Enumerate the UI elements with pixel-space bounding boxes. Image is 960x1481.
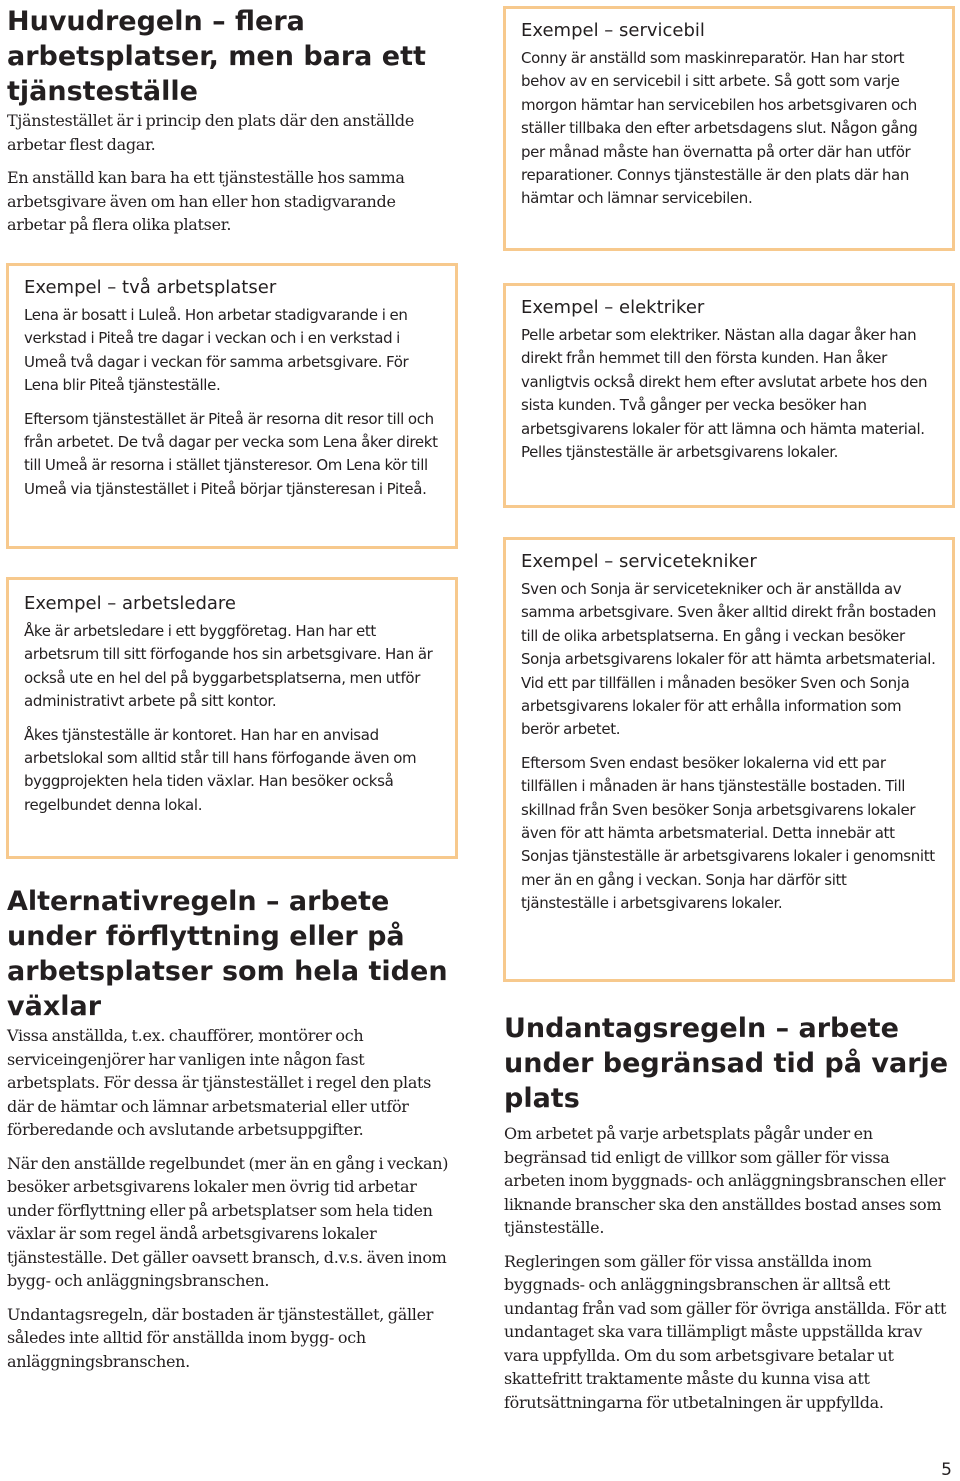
example-text: Eftersom tjänstestället är Piteå är resorna dit resor till och från arbetet. De två dagar per vecka som Lena åker direkt till Umeå är resorna i stället tjänsteresor. Om Lena kör till Umeå via tjänstestället i Piteå börjar tjänsteresan i Piteå.: [24, 409, 438, 498]
paragraph: Undantagsregeln, där bostaden är tjänstestället, gäller således inte alltid för anställda inom bygg- och anläggningsbranschen.: [7, 1304, 434, 1371]
page-number: 5: [941, 1460, 952, 1480]
heading-undantagsregeln: Undantagsregeln – arbete under begränsad tid på varje plats: [504, 1013, 949, 1114]
example-text: Eftersom Sven endast besöker lokalerna vid ett par tillfällen i månaden är hans tjänsteställe bostaden. Till skillnad från Sven besöker Sonja arbetsgivarens lokaler även för att hämta arbetsmaterial. Detta innebär att Sonjas tjänsteställe är arbetsgivarens lokaler i genomsnitt mer än en gång i veckan. Sonja har därför sitt tjänsteställe i arbetsgivarens lokaler.: [521, 753, 935, 913]
example-box-tva-arbetsplatser: [6, 263, 458, 549]
example-text: Sven och Sonja är servicetekniker och är anställda av samma arbetsgivare. Sven åker alltid direkt från bostaden till de olika arbetsplatserna. En gång i veckan besöker Sonja arbetsgivarens lokaler för att hämta arbetsmaterial. Vid ett par tillfällen i månaden besöker Sven och Sonja arbetsgivarens lokaler för att erhålla information som berör arbetet.: [521, 580, 937, 739]
example-title: Exempel – servicebil: [521, 20, 705, 41]
heading-huvudregeln: Huvudregeln – flera arbetsplatser, men bara ett tjänsteställe: [7, 6, 426, 107]
paragraph: Om arbetet på varje arbetsplats pågår under en begränsad tid enligt de villkor som gäller för vissa arbeten inom byggnads- och anläggningsbranschen eller liknande branscher ska den anställdes bostad anses som tjänsteställe.: [504, 1124, 946, 1237]
section-huvudregeln: [7, 4, 457, 247]
example-title: Exempel – elektriker: [521, 297, 705, 318]
example-box-elektriker: [503, 283, 955, 508]
example-text: Åkes tjänsteställe är kontoret. Han har en anvisad arbetslokal som alltid står till hans förfogande även om byggprojekten hela tiden växlar. Han besöker också regelbundet denna lokal.: [24, 725, 417, 814]
example-text: Pelle arbetar som elektriker. Nästan alla dagar åker han direkt från hemmet till den första kunden. Han åker vanligtvis också direkt hem efter avslutat arbete hos den sista kunden. Två gånger per vecka besöker han arbetsgivarens lokaler för att lämna och hämta material. Pelles tjänsteställe är arbetsgivarens lokaler.: [521, 326, 928, 462]
example-title: Exempel – servicetekniker: [521, 551, 757, 572]
example-box-servicebil: [503, 6, 955, 251]
heading-alternativregeln: Alternativregeln – arbete under förflyttning eller på arbetsplatser som hela tiden växlar: [7, 886, 448, 1022]
example-text: Lena är bosatt i Luleå. Hon arbetar stadigvarande i en verkstad i Piteå tre dagar i veckan och i en verkstad i Umeå två dagar i veckan för samma arbetsgivare. För Lena blir Piteå tjänsteställe.: [24, 306, 409, 395]
example-title: Exempel – arbetsledare: [24, 593, 237, 614]
example-box-arbetsledare: [6, 577, 458, 859]
example-box-servicetekniker: [503, 537, 955, 982]
paragraph: Regleringen som gäller för vissa anställda inom byggnads- och anläggningsbranschen är alltså ett undantag från vad som gäller för övriga anställda. För att undantaget ska vara tillämpligt måste uppställda krav vara uppfyllda. Om du som arbetsgivare betalar ut skattefritt traktamente måste du kunna visa att förutsättningarna för utbetalningen är uppfyllda.: [504, 1251, 947, 1412]
paragraph: Tjänstestället är i princip den plats där den anställde arbetar flest dagar.: [7, 111, 414, 154]
paragraph: När den anställde regelbundet (mer än en gång i veckan) besöker arbetsgivarens lokaler men övrig tid arbetar under förflyttning eller på arbetsplatser som hela tiden växlar är som regel ändå arbetsgivarens lokaler tjänsteställe. Det gäller oavsett bransch, d.v.s. även inom bygg- och anläggningsbranschen.: [7, 1153, 449, 1290]
example-title: Exempel – två arbetsplatser: [24, 277, 277, 298]
paragraph: Vissa anställda, t.ex. chaufförer, montörer och serviceingenjörer har vanligen inte någon fast arbetsplats. För dessa är tjänstestället i regel den plats där de hämtar och lämnar arbetsmaterial eller utför förberedande och avslutande arbetsuppgifter.: [7, 1026, 432, 1139]
example-text: Åke är arbetsledare i ett byggföretag. Han har ett arbetsrum till sitt förfogande hos sin arbetsgivare. Han är också ute en hel del på byggarbetsplatserna, men utför administrativt arbete på sitt kontor.: [24, 622, 433, 711]
paragraph: En anställd kan bara ha ett tjänsteställe hos samma arbetsgivare även om han eller hon stadigvarande arbetar på flera olika platser.: [7, 168, 405, 234]
example-text: Conny är anställd som maskinreparatör. Han har stort behov av en servicebil i sitt arbete. Så gott som varje morgon hämtar han servicebilen hos arbetsgivaren och ställer tillbaka den efter arbetsdagens slut. Någon gång per månad måste han övernatta på orter där han utför reparationer. Connys tjänsteställe är den plats där han hämtar och lämnar servicebilen.: [521, 49, 918, 208]
section-alternativregeln: [7, 884, 457, 1383]
section-undantagsregeln: [504, 1011, 954, 1424]
